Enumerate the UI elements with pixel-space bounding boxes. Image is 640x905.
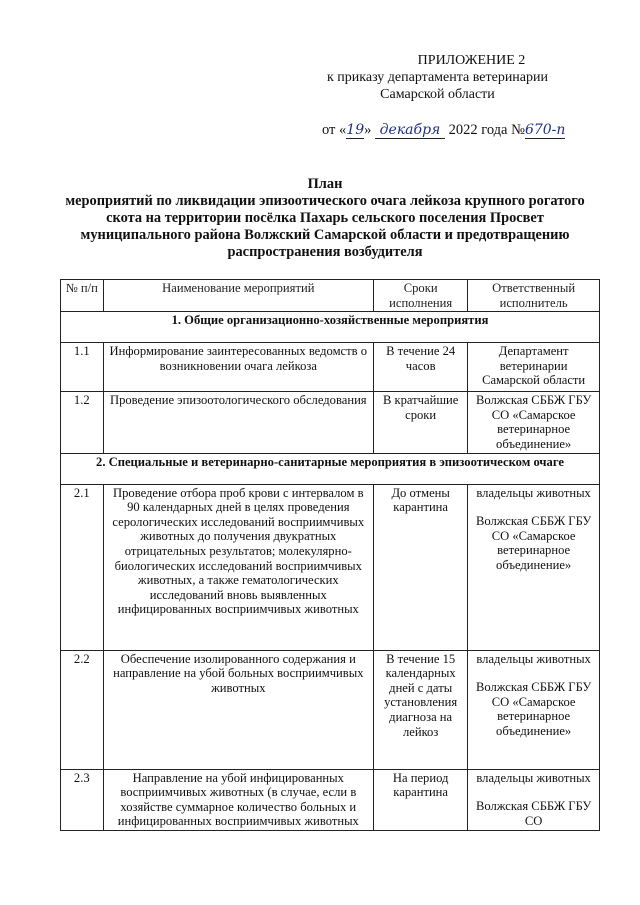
measures-table: [60, 279, 600, 831]
plan-title: [60, 176, 590, 261]
plan-subtitle: мероприятий по ликвидации эпизоотического очага лейкоза крупного рогатого скота на территории посёлка Пахарь сельского поселения Просвет муниципального района Волжский Самарской области и предотвращению распространения возбудителя: [65, 193, 585, 260]
row-executor: [468, 650, 600, 769]
appendix-line-order: к приказу департамента ветеринарии: [326, 70, 548, 85]
date-year: 2022 года №: [448, 122, 525, 138]
date-prefix: от «: [322, 122, 347, 138]
executor-service: Волжская СББЖ ГБУ СО «Самарское ветеринарное объединение»: [475, 514, 592, 572]
section-2-title: 2. Специальные и ветеринарно-санитарные мероприятия в эпизоотическом очаге: [61, 453, 600, 484]
date-day: 19: [346, 122, 365, 138]
header-name: Наименование мероприятий: [103, 280, 374, 312]
header-executor: Ответственный исполнитель: [468, 280, 600, 312]
row-term: До отмены карантина: [374, 484, 468, 650]
table-row: [61, 650, 600, 769]
row-number: 1.2: [61, 392, 104, 453]
row-executor: Волжская СББЖ ГБУ СО «Самарское ветеринарное объединение»: [468, 392, 600, 453]
table-row: [61, 392, 600, 453]
executor-owners: владельцы животных: [476, 770, 591, 785]
table-row: [61, 769, 600, 830]
executor-gap: [471, 666, 596, 680]
row-term: В кратчайшие сроки: [374, 392, 468, 453]
appendix-title: ПРИЛОЖЕНИЕ 2: [417, 53, 526, 68]
row-measure: Проведение эпизоотологического обследования: [103, 392, 374, 453]
table-row: [61, 343, 600, 392]
row-executor: [468, 484, 600, 650]
row-number: 2.2: [61, 650, 104, 769]
row-executor: Департамент ветеринарии Самарской области: [468, 343, 600, 392]
row-number: 1.1: [61, 343, 104, 392]
date-mid: »: [364, 122, 372, 138]
executor-owners: владельцы животных: [476, 485, 591, 500]
executor-owners: владельцы животных: [476, 651, 591, 666]
row-measure: Информирование заинтересованных ведомств о возникновении очага лейкоза: [103, 343, 374, 392]
section-row: [61, 312, 600, 343]
row-measure: Обеспечение изолированного содержания и направление на убой больных восприимчивых животных: [103, 650, 374, 769]
header-term: Сроки исполнения: [374, 280, 468, 312]
executor-service: Волжская СББЖ ГБУ СО: [475, 799, 592, 828]
row-executor: [468, 769, 600, 830]
table-header-row: [61, 280, 600, 312]
row-measure: Направление на убой инфицированных восприимчивых животных (в случае, если в хозяйстве суммарное количество больных и инфицированных восприимчивых животных: [103, 769, 374, 830]
row-number: 2.1: [61, 484, 104, 650]
row-measure: Проведение отбора проб крови с интервалом в 90 календарных дней в целях проведения серологических исследований восприимчивых животных до получения двукратных отрицательных результатов; молекулярно-биологических исследований восприимчивых животных, а также гематологических исследований вновь выявленных инфицированных восприимчивых животных: [103, 484, 374, 650]
row-term: На период карантина: [374, 769, 468, 830]
order-number: 670-п: [524, 122, 566, 138]
plan-heading: План: [307, 176, 343, 192]
section-1-title: 1. Общие организационно-хозяйственные мероприятия: [61, 312, 600, 343]
executor-service: Волжская СББЖ ГБУ СО «Самарское ветеринарное объединение»: [475, 680, 592, 738]
section-row: [61, 453, 600, 484]
table-row: [61, 484, 600, 650]
header-number: № п/п: [61, 280, 104, 312]
appendix-line-region: Самарской области: [380, 87, 495, 102]
order-date-line: [322, 122, 565, 139]
date-month: декабря: [375, 123, 445, 139]
row-number: 2.3: [61, 769, 104, 830]
appendix-block: [327, 52, 548, 103]
executor-gap: [471, 785, 596, 799]
row-term: В течение 24 часов: [374, 343, 468, 392]
executor-gap: [471, 500, 596, 514]
row-term: В течение 15 календарных дней с даты установления диагноза на лейкоз: [374, 650, 468, 769]
